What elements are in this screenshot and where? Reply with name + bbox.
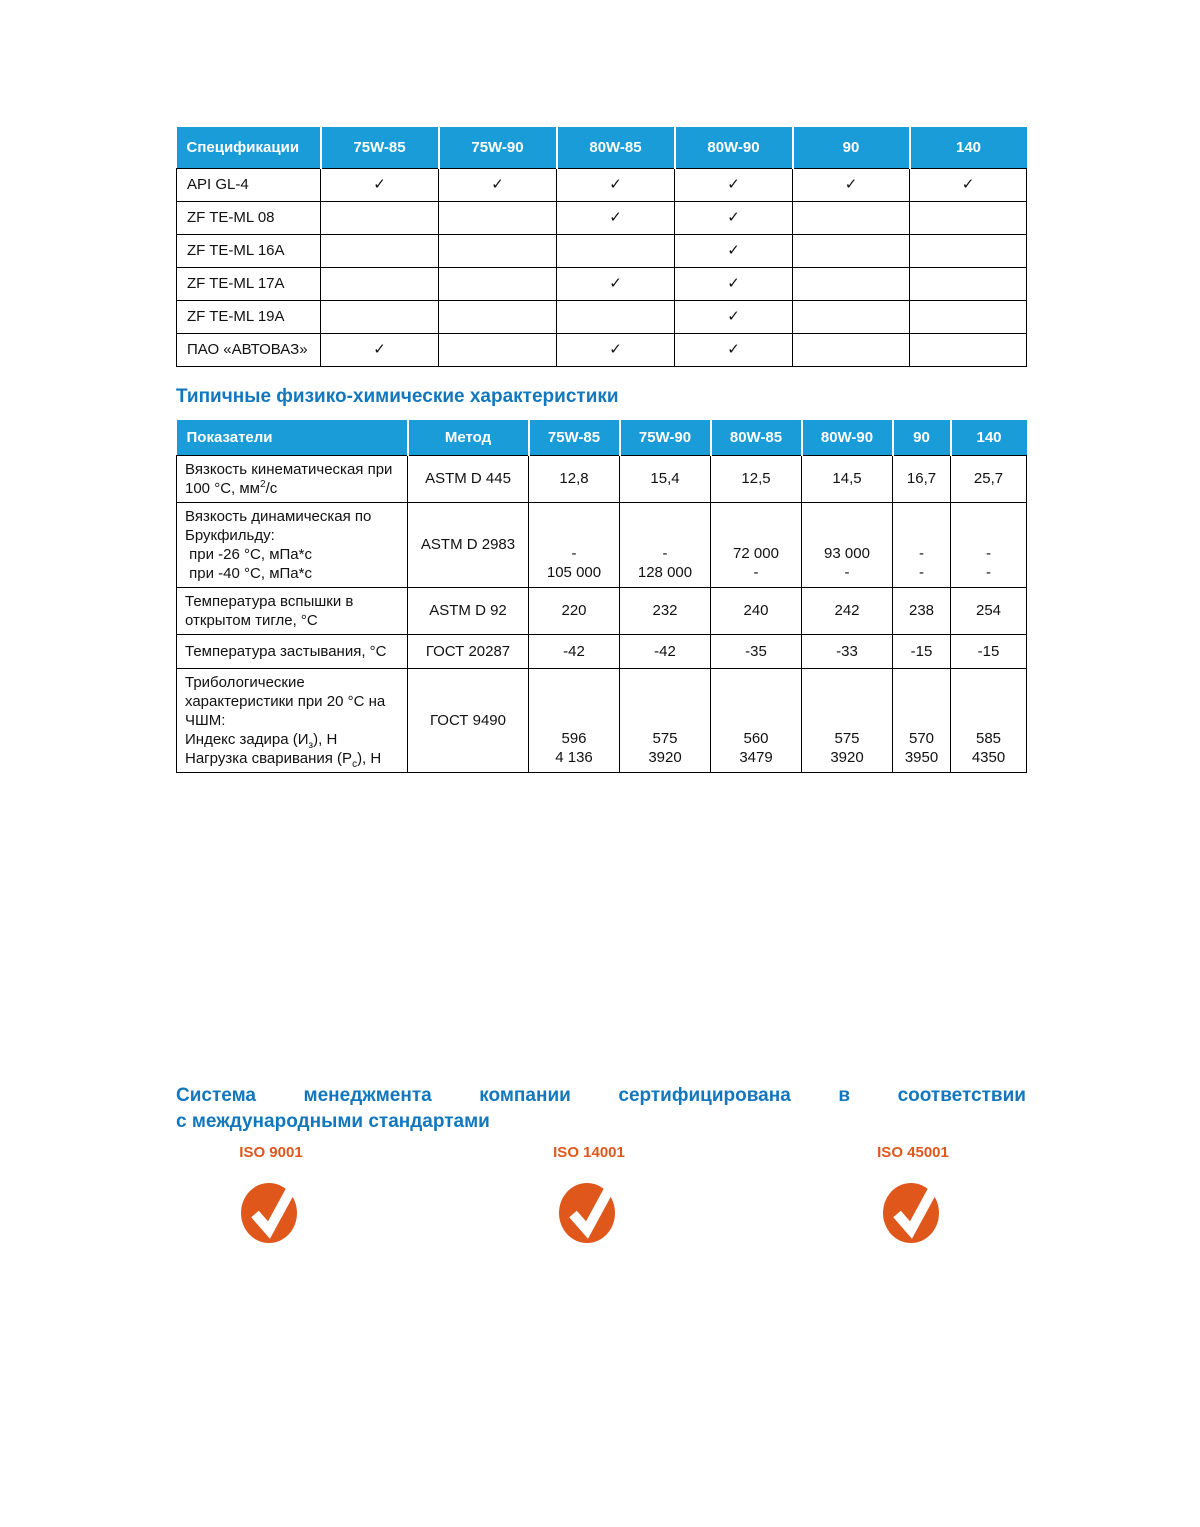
empty-cell (910, 300, 1027, 333)
certification-title-line1 (176, 1083, 1026, 1109)
spec-column-header: 75W-85 (321, 127, 439, 168)
props-row (177, 587, 1027, 634)
checkmark-cell: ✓ (439, 168, 557, 201)
method-cell: ASTM D 2983 (408, 502, 529, 587)
empty-cell (439, 201, 557, 234)
value-cell: 242 (802, 587, 893, 634)
spec-row-label: ZF TE-ML 16A (177, 234, 321, 267)
empty-cell (321, 267, 439, 300)
checkmark-cell: ✓ (321, 333, 439, 366)
checkmark-cell: ✓ (910, 168, 1027, 201)
empty-cell (793, 234, 910, 267)
value-cell: - 105 000 (529, 502, 620, 587)
spec-row (177, 267, 1027, 300)
cert-title-word: Система (176, 1085, 256, 1106)
value-cell: 72 000 - (711, 502, 802, 587)
spec-row-label: ZF TE-ML 19A (177, 300, 321, 333)
specifications-table (176, 127, 1027, 367)
properties-table (176, 420, 1027, 773)
props-column-header: 75W-90 (620, 420, 711, 455)
empty-cell (557, 300, 675, 333)
indicator-cell: Вязкость динамическая по Брукфильду: при -26 °C, мПа*с при -40 °C, мПа*с (177, 502, 408, 587)
checkmark-cell: ✓ (557, 267, 675, 300)
props-row (177, 668, 1027, 772)
method-cell: ГОСТ 20287 (408, 634, 529, 668)
value-cell: 585 4350 (951, 668, 1027, 772)
iso-45001-block (851, 1144, 975, 1244)
spec-row (177, 234, 1027, 267)
empty-cell (439, 234, 557, 267)
iso-45001-label: ISO 45001 (877, 1144, 949, 1161)
cert-title-word: соответствии (897, 1085, 1026, 1106)
spec-column-header: 80W-85 (557, 127, 675, 168)
value-cell: - - (893, 502, 951, 587)
props-column-header: Показатели (177, 420, 408, 455)
spec-row-label: ZF TE-ML 17A (177, 267, 321, 300)
checkmark-cell: ✓ (675, 201, 793, 234)
spec-row-label: API GL-4 (177, 168, 321, 201)
value-cell: 238 (893, 587, 951, 634)
value-cell: 254 (951, 587, 1027, 634)
spec-row-label: ПАО «АВТОВАЗ» (177, 333, 321, 366)
spec-column-header: 90 (793, 127, 910, 168)
empty-cell (321, 201, 439, 234)
checkmark-cell: ✓ (557, 333, 675, 366)
value-cell: 12,5 (711, 455, 802, 502)
value-cell: 575 3920 (802, 668, 893, 772)
checkmark-cell: ✓ (675, 234, 793, 267)
empty-cell (321, 234, 439, 267)
checkmark-cell: ✓ (321, 168, 439, 201)
value-cell: 25,7 (951, 455, 1027, 502)
empty-cell (793, 333, 910, 366)
empty-cell (321, 300, 439, 333)
spec-row (177, 300, 1027, 333)
indicator-cell: Трибологические характеристики при 20 °C на ЧШМ: Индекс задира $(И_з)$, Н Нагрузка сваривания $(Р_с)$, Н (177, 668, 408, 772)
props-row (177, 634, 1027, 668)
checkmark-cell: ✓ (557, 201, 675, 234)
indicator-cell: Вязкость кинематическая при 100 °C, $мм^2/с$ (177, 455, 408, 502)
empty-cell (439, 333, 557, 366)
iso-9001-block (209, 1144, 333, 1244)
cert-title-word: менеджмента (303, 1085, 432, 1106)
spec-row (177, 333, 1027, 366)
checkmark-cell: ✓ (675, 168, 793, 201)
value-cell: 16,7 (893, 455, 951, 502)
method-cell: ГОСТ 9490 (408, 668, 529, 772)
method-cell: ASTM D 445 (408, 455, 529, 502)
value-cell: 570 3950 (893, 668, 951, 772)
spec-column-header: 140 (910, 127, 1027, 168)
checkmark-cell: ✓ (675, 267, 793, 300)
checkmark-cell: ✓ (675, 333, 793, 366)
value-cell: 560 3479 (711, 668, 802, 772)
props-column-header: Метод (408, 420, 529, 455)
empty-cell (910, 234, 1027, 267)
method-cell: ASTM D 92 (408, 587, 529, 634)
value-cell: 575 3920 (620, 668, 711, 772)
checkmark-cell: ✓ (793, 168, 910, 201)
empty-cell (793, 201, 910, 234)
properties-section-title: Типичные физико-химические характеристики (176, 386, 619, 407)
value-cell: -15 (951, 634, 1027, 668)
props-column-header: 80W-85 (711, 420, 802, 455)
value-cell: 14,5 (802, 455, 893, 502)
certification-title-line2: с международными стандартами (176, 1111, 490, 1132)
cert-title-word: сертифицирована (618, 1085, 791, 1106)
value-cell: -35 (711, 634, 802, 668)
spec-column-header: Спецификации (177, 127, 321, 168)
iso-14001-block (527, 1144, 651, 1244)
empty-cell (793, 267, 910, 300)
empty-cell (910, 333, 1027, 366)
checkmark-badge-icon (209, 1178, 333, 1244)
cert-title-word: компании (479, 1085, 571, 1106)
indicator-cell: Температура вспышки в открытом тигле, °C (177, 587, 408, 634)
value-cell: 240 (711, 587, 802, 634)
empty-cell (793, 300, 910, 333)
empty-cell (557, 234, 675, 267)
value-cell: -42 (620, 634, 711, 668)
value-cell: - 128 000 (620, 502, 711, 587)
checkmark-cell: ✓ (557, 168, 675, 201)
certification-title (176, 1083, 1026, 1135)
value-cell: 12,8 (529, 455, 620, 502)
empty-cell (910, 201, 1027, 234)
value-cell: - - (951, 502, 1027, 587)
props-column-header: 80W-90 (802, 420, 893, 455)
value-cell: 232 (620, 587, 711, 634)
checkmark-badge-icon (851, 1178, 975, 1244)
props-row (177, 455, 1027, 502)
checkmark-cell: ✓ (675, 300, 793, 333)
empty-cell (439, 300, 557, 333)
value-cell: -33 (802, 634, 893, 668)
props-header-row (177, 420, 1027, 455)
empty-cell (439, 267, 557, 300)
value-cell: -15 (893, 634, 951, 668)
value-cell: -42 (529, 634, 620, 668)
spec-column-header: 80W-90 (675, 127, 793, 168)
spec-row-label: ZF TE-ML 08 (177, 201, 321, 234)
empty-cell (910, 267, 1027, 300)
checkmark-badge-icon (527, 1178, 651, 1244)
value-cell: 596 4 136 (529, 668, 620, 772)
props-column-header: 75W-85 (529, 420, 620, 455)
iso-9001-label: ISO 9001 (239, 1144, 303, 1161)
spec-row (177, 168, 1027, 201)
spec-header-row (177, 127, 1027, 168)
props-column-header: 140 (951, 420, 1027, 455)
indicator-cell: Температура застывания, °C (177, 634, 408, 668)
props-column-header: 90 (893, 420, 951, 455)
value-cell: 15,4 (620, 455, 711, 502)
spec-column-header: 75W-90 (439, 127, 557, 168)
value-cell: 220 (529, 587, 620, 634)
spec-row (177, 201, 1027, 234)
value-cell: 93 000 - (802, 502, 893, 587)
cert-title-word: в (838, 1085, 851, 1106)
iso-14001-label: ISO 14001 (553, 1144, 625, 1161)
props-row (177, 502, 1027, 587)
